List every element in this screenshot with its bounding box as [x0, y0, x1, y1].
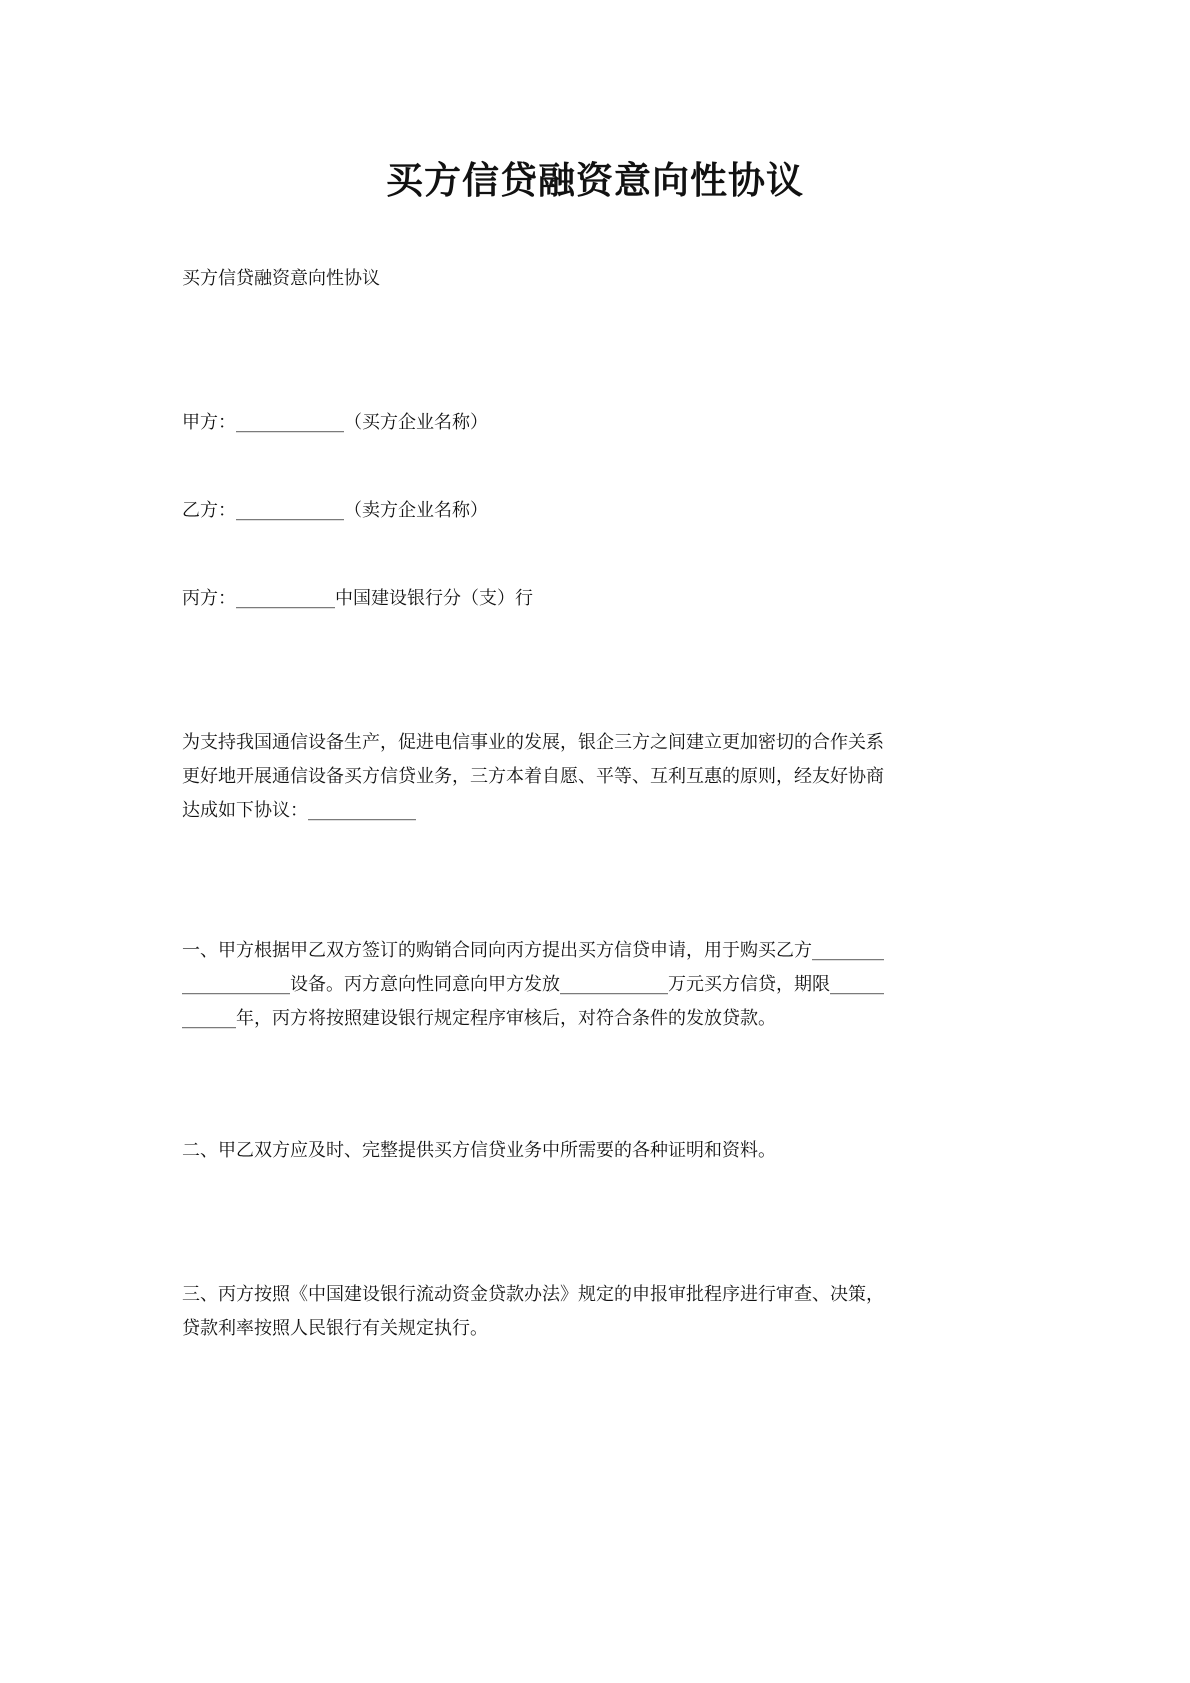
clause-line: 贷款利率按照人民银行有关规定执行。 [182, 1318, 488, 1339]
clause-line: ______年，丙方将按照建设银行规定程序审核后，对符合条件的发放贷款。 [182, 1008, 776, 1029]
party-c-label: 丙方： [182, 588, 236, 609]
clause-line: 一、甲方根据甲乙双方签订的购销合同向丙方提出买方信贷申请，用于购买乙方________ [182, 940, 884, 961]
party-b-suffix: （卖方企业名称） [344, 500, 488, 521]
party-b-blank: ____________ [236, 500, 344, 521]
party-c-blank: ___________ [236, 588, 335, 609]
intro-line: 达成如下协议：____________ [182, 800, 416, 821]
intro-paragraph [182, 726, 1016, 828]
clause-2 [182, 1134, 1016, 1168]
party-b-label: 乙方： [182, 500, 236, 521]
clause-line: 二、甲乙双方应及时、完整提供买方信贷业务中所需要的各种证明和资料。 [182, 1140, 776, 1161]
clause-3 [182, 1278, 1016, 1346]
party-a-line [182, 406, 1016, 440]
party-a-suffix: （买方企业名称） [344, 412, 488, 433]
intro-line: 为支持我国通信设备生产，促进电信事业的发展，银企三方之间建立更加密切的合作关系 [182, 732, 884, 753]
party-c-line [182, 582, 1016, 616]
party-b-line [182, 494, 1016, 528]
document-title: 买方信贷融资意向性协议 [386, 159, 804, 202]
party-a-label: 甲方： [182, 412, 236, 433]
clause-1 [182, 934, 1016, 1036]
document-subtitle: 买方信贷融资意向性协议 [182, 268, 380, 289]
clause-line: ____________设备。丙方意向性同意向甲方发放____________万元买方信贷，期限______ [182, 974, 884, 995]
party-c-suffix: 中国建设银行分（支）行 [335, 588, 533, 609]
party-a-blank: ____________ [236, 412, 344, 433]
clause-line: 三、丙方按照《中国建设银行流动资金贷款办法》规定的申报审批程序进行审查、决策， [182, 1284, 884, 1305]
intro-line: 更好地开展通信设备买方信贷业务，三方本着自愿、平等、互利互惠的原则，经友好协商 [182, 766, 884, 787]
